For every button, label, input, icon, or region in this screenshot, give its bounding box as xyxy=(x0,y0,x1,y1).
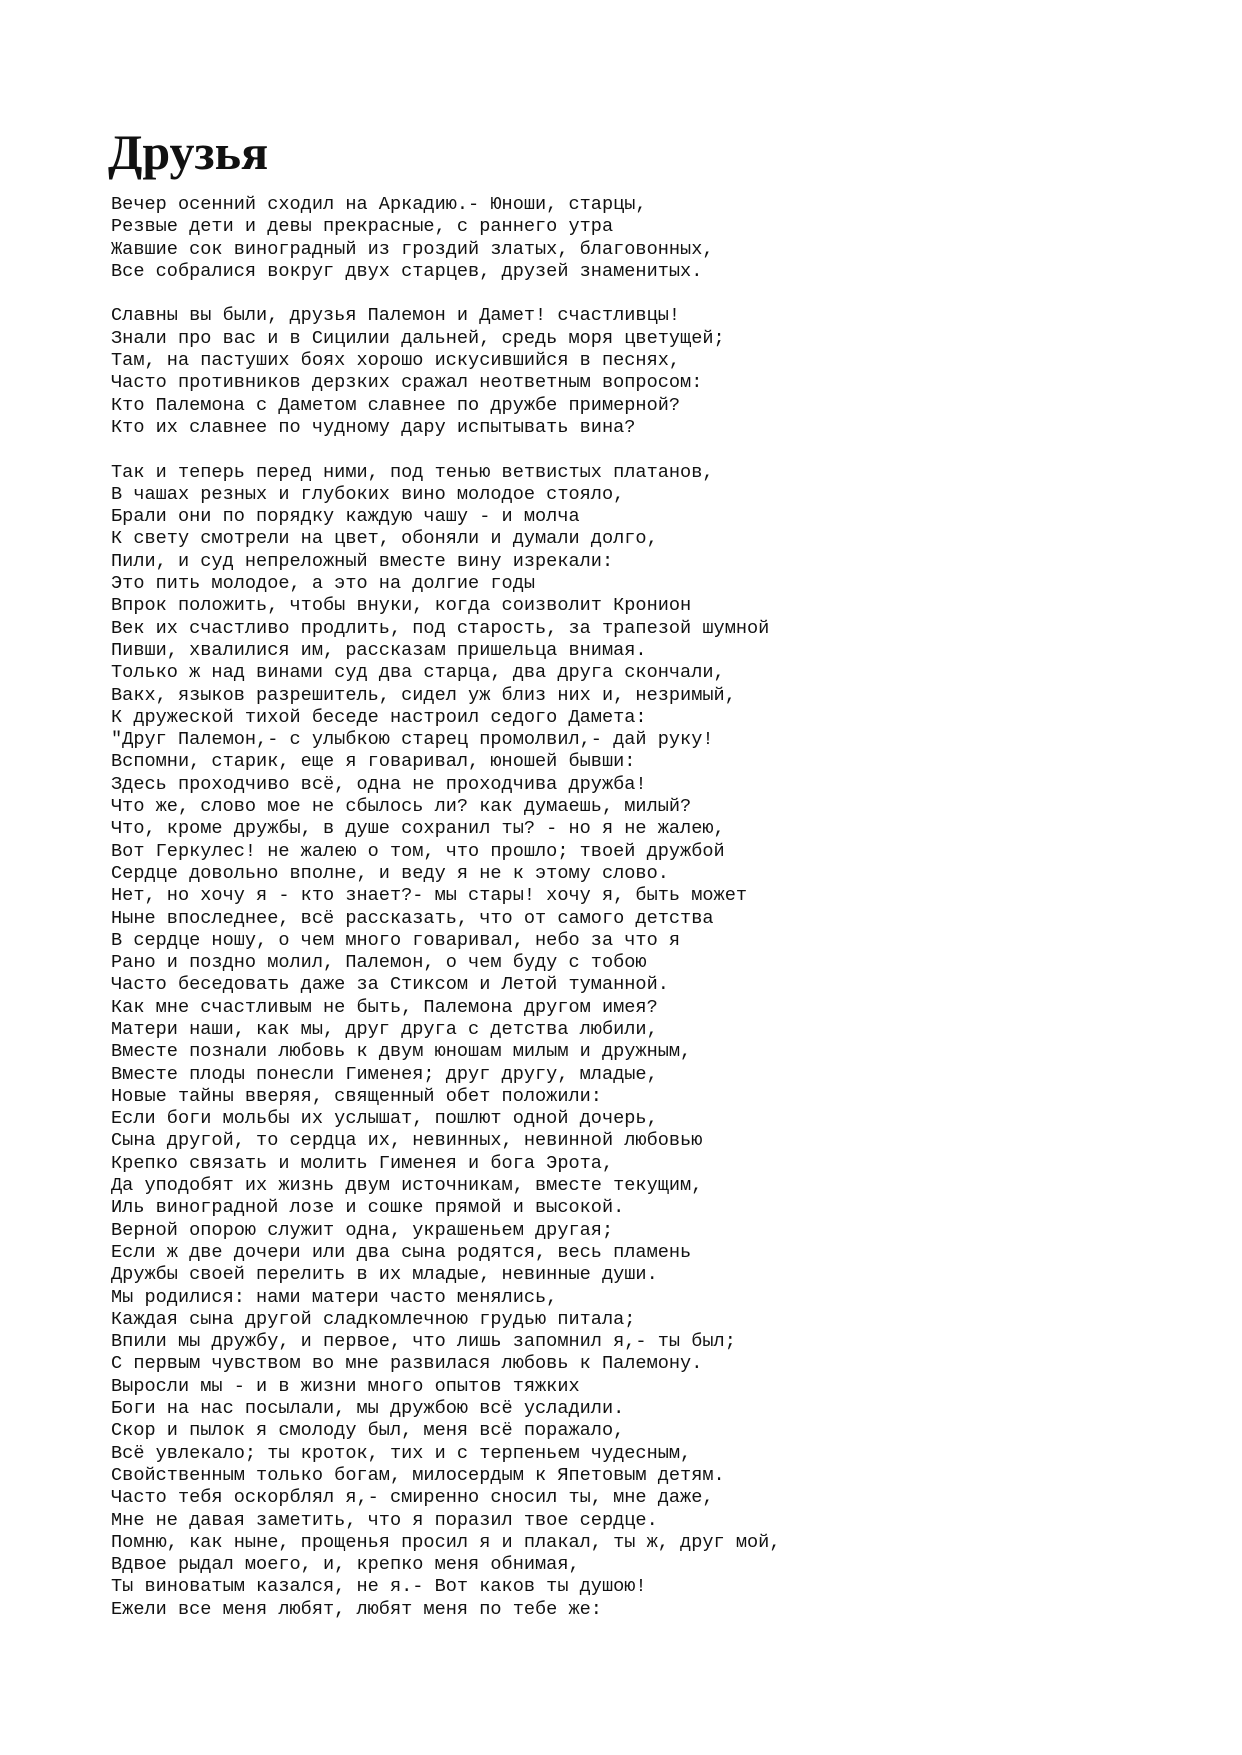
poem-line: Мы родилися: нами матери часто менялись, xyxy=(111,1286,558,1308)
poem-line: "Друг Палемон,- с улыбкою старец промолвил,- дай руку! xyxy=(111,729,714,751)
poem-line: Сердце довольно вполне, и веду я не к этому слово. xyxy=(111,862,669,884)
poem-line: К дружеской тихой беседе настроил седого Дамета: xyxy=(111,706,647,728)
poem-line: Иль виноградной лозе и сошке прямой и высокой. xyxy=(111,1197,625,1219)
poem-stanza xyxy=(111,305,1221,439)
poem-line: Если ж две дочери или два сына родятся, весь пламень xyxy=(111,1241,692,1263)
poem-line: Рано и поздно молил, Палемон, о чем буду с тобою xyxy=(111,952,647,974)
poem-line: Что, кроме дружбы, в душе сохранил ты? - но я не жалею, xyxy=(111,818,725,840)
poem-line: Пили, и суд непреложный вместе вину изрекали: xyxy=(111,550,614,572)
poem-line: Как мне счастливым не быть, Палемона другом имея? xyxy=(111,996,658,1018)
poem-line: Что же, слово мое не сбылось ли? как думаешь, милый? xyxy=(111,796,692,818)
poem-line: Часто тебя оскорблял я,- смиренно сносил ты, мне даже, xyxy=(111,1487,714,1509)
document-title: Друзья xyxy=(108,124,269,180)
poem-line: Это пить молодое, а это на долгие годы xyxy=(111,573,536,595)
poem-line: Резвые дети и девы прекрасные, с раннего утра xyxy=(111,216,614,238)
poem-line: Кто их славнее по чудному дару испытывать вина? xyxy=(111,416,636,438)
poem-line: Вдвое рыдал моего, и, крепко меня обнимая, xyxy=(111,1554,580,1576)
poem-line: Мне не давая заметить, что я поразил твое сердце. xyxy=(111,1509,658,1531)
poem-line: Часто беседовать даже за Стиксом и Летой туманной. xyxy=(111,974,669,996)
poem-line: Впрок положить, чтобы внуки, когда соизволит Кронион xyxy=(111,595,692,617)
poem-line: Здесь проходчиво всё, одна не проходчива дружба! xyxy=(111,773,647,795)
poem-line: Знали про вас и в Сицилии дальней, средь моря цветущей; xyxy=(111,327,725,349)
poem-line: Брали они по порядку каждую чашу - и молча xyxy=(111,506,580,528)
poem-line: Век их счастливо продлить, под старость, за трапезой шумной xyxy=(111,617,770,639)
poem-line: Выросли мы - и в жизни много опытов тяжких xyxy=(111,1375,580,1397)
poem-line: Свойственным только богам, милосердым к Япетовым детям. xyxy=(111,1464,725,1486)
poem-stanza xyxy=(111,462,1221,1621)
poem-line: Ныне впоследнее, всё рассказать, что от самого детства xyxy=(111,907,714,929)
poem-line: Вечер осенний сходил на Аркадию.- Юноши, старцы, xyxy=(111,194,647,215)
poem-line: Только ж над винами суд два старца, два друга скончали, xyxy=(111,662,725,684)
poem-line: Там, на пастуших боях хорошо искусившийся в песнях, xyxy=(111,350,681,372)
poem-line: Вот Геркулес! не жалею о том, что прошло; твоей дружбой xyxy=(111,840,725,862)
poem-line: С первым чувством во мне развилася любовь к Палемону. xyxy=(111,1353,703,1375)
poem-line: Так и теперь перед ними, под тенью ветвистых платанов, xyxy=(111,461,714,483)
poem-line: В сердце ношу, о чем много говаривал, небо за что я xyxy=(111,929,681,951)
poem-line: Вместе познали любовь к двум юношам милым и дружным, xyxy=(111,1041,692,1063)
poem-line: Скор и пылок я смолоду был, меня всё поражало, xyxy=(111,1420,625,1442)
poem-line: Все собралися вокруг двух старцев, друзей знаменитых. xyxy=(111,260,703,282)
poem-line: Верной опорою служит одна, украшеньем другая; xyxy=(111,1219,614,1241)
poem-line: Крепко связать и молить Гименея и бога Эрота, xyxy=(111,1152,614,1174)
poem-line: Нет, но хочу я - кто знает?- мы стары! хочу я, быть может xyxy=(111,885,748,907)
poem-line: Вспомни, старик, еще я говаривал, юношей бывши: xyxy=(111,751,636,773)
poem-line: Славны вы были, друзья Палемон и Дамет! счастливцы! xyxy=(111,305,681,327)
poem-line: Сына другой, то сердца их, невинных, невинной любовью xyxy=(111,1130,703,1152)
poem-line: Матери наши, как мы, друг друга с детства любили, xyxy=(111,1018,658,1040)
poem-line: Если боги мольбы их услышат, пошлют одной дочерь, xyxy=(111,1108,658,1130)
poem-line: Вакх, языков разрешитель, сидел уж близ них и, незримый, xyxy=(111,684,736,706)
poem-line: Пивши, хвалилися им, рассказам пришельца внимая. xyxy=(111,639,647,661)
poem-line: Боги на нас посылали, мы дружбою всё усладили. xyxy=(111,1398,625,1420)
poem-line: Ты виноватым казался, не я.- Вот каков ты душою! xyxy=(111,1576,647,1598)
poem-line: Часто противников дерзких сражал неответным вопросом: xyxy=(111,372,703,394)
poem-line: В чашах резных и глубоких вино молодое стояло, xyxy=(111,483,625,505)
poem-line: Новые тайны вверяя, священный обет положили: xyxy=(111,1085,602,1107)
poem-stanza xyxy=(111,194,1221,283)
poem-line: Кто Палемона с Даметом славнее по дружбе примерной? xyxy=(111,394,681,416)
poem-line: Каждая сына другой сладкомлечною грудью питала; xyxy=(111,1308,636,1330)
poem-line: Впили мы дружбу, и первое, что лишь запомнил я,- ты был; xyxy=(111,1331,736,1353)
poem-line: К свету смотрели на цвет, обоняли и думали долго, xyxy=(111,528,658,550)
poem-line: Помню, как ныне, прощенья просил я и плакал, ты ж, друг мой, xyxy=(111,1531,781,1553)
poem-body xyxy=(111,194,1221,1643)
poem-line: Дружбы своей перелить в их младые, невинные души. xyxy=(111,1264,658,1286)
poem-line: Всё увлекало; ты кроток, тих и с терпеньем чудесным, xyxy=(111,1442,692,1464)
poem-line: Да уподобят их жизнь двум источникам, вместе текущим, xyxy=(111,1175,703,1197)
poem-line: Вместе плоды понесли Гименея; друг другу, младые, xyxy=(111,1063,658,1085)
poem-line: Ежели все меня любят, любят меня по тебе же: xyxy=(111,1598,602,1620)
poem-line: Жавшие сок виноградный из гроздий златых, благовонных, xyxy=(111,238,714,260)
